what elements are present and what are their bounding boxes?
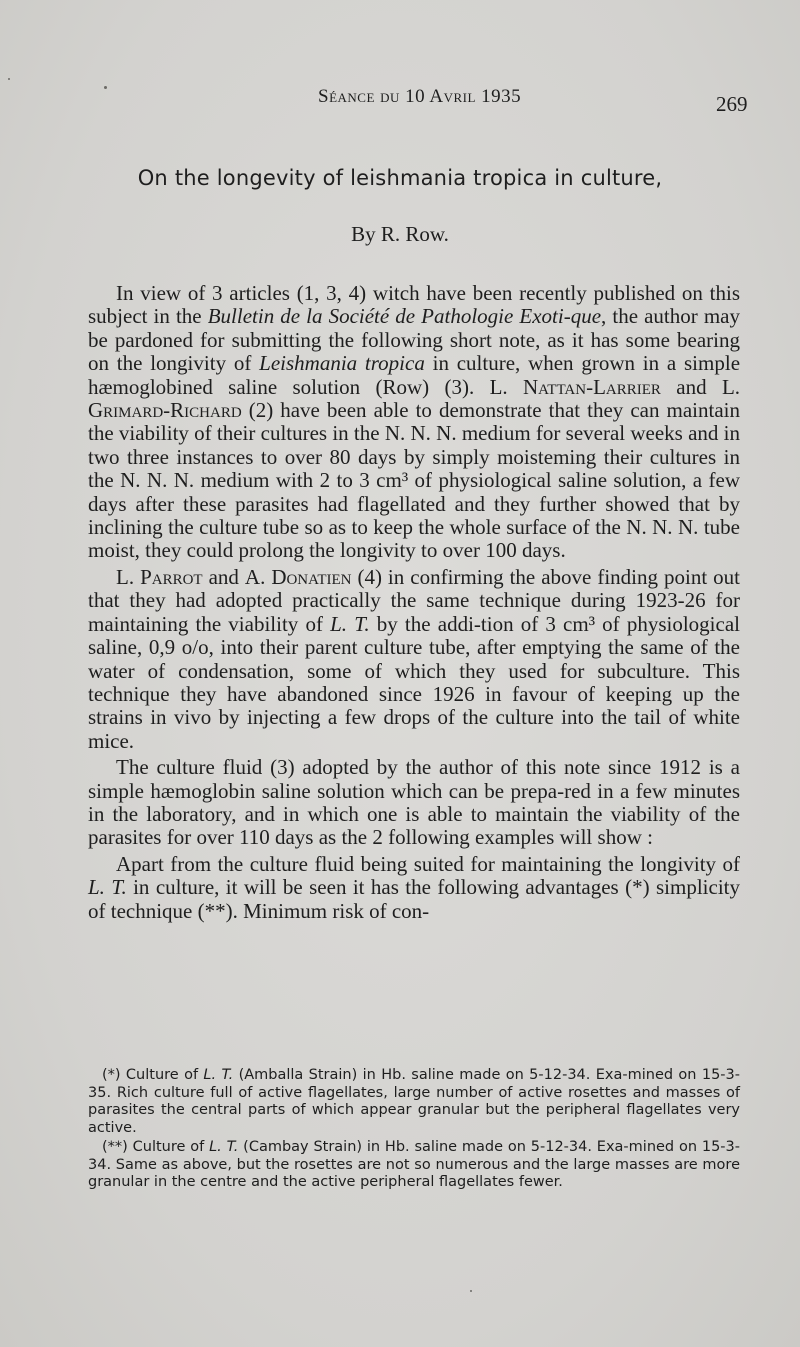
author-name: A. Donatien: [244, 564, 352, 589]
species-name: Leishmania tropica: [259, 351, 425, 376]
running-title: Séance du 10 Avril 1935: [318, 86, 522, 107]
scan-speck: [104, 86, 107, 89]
species-abbrev: L. T.: [209, 1139, 239, 1155]
p4-text-a: Apart from the culture fluid being suited for maintaining the longivity of: [116, 851, 740, 876]
f2-text-b: (Cambay Strain) in Hb. saline made on 5-12-34. Exa-mined on 15-3-34. Same as above, but the rosettes are not so numerous and the large masses are more granular in the centre and the active peripheral flagellates fewer.: [88, 1139, 740, 1190]
f1-text-b: (Amballa Strain) in Hb. saline made on 5-12-34. Exa-mined on 15-3-35. Rich culture full of active flagellates, large number of active rosettes and masses of parasites the central parts of which appear granular but the peripheral flagellates very active.: [88, 1067, 740, 1136]
paragraph-1: [88, 282, 740, 563]
p4-text-b: in culture, it will be seen it has the following advantages (*) simplicity of technique (**). Minimum risk of con-: [88, 875, 740, 923]
footnotes: [88, 1067, 740, 1194]
p1-text-b: , the author may be pardoned for submitting the following short note, as it has some bearing on the longivity of: [88, 304, 740, 376]
p1-text-a: In view of 3 articles (1, 3, 4) witch have been recently published on this subject in the: [88, 281, 740, 329]
paragraph-2: [88, 566, 740, 753]
author-name: L. Nattan-Larrier: [489, 374, 661, 399]
p1-text-e: (2) have been able to demonstrate that they can maintain the viability of their cultures in the N. N. N. medium for several weeks and in two three instances to over 80 days by simply moisteming their cultures in the N. N. N. medium with 2 to 3 cm³ of physiological saline solution, a few days after these parasites had flagellated and they further showed that by inclining the culture tube so as to keep the whole surface of the N. N. N. tube moist, they could prolong the longivity to over 100 days.: [88, 398, 740, 563]
p2-text-c: by the addi-tion of 3 cm³ of physiological saline, 0,9 o/o, into their parent culture tube, after emptying the same of the water of condensation, some of which they used for subculture. This technique they have abandoned since 1926 in favour of keeping up the strains in vivo by injecting a few drops of the culture into the tail of white mice.: [88, 611, 740, 753]
article-byline: By R. Row.: [351, 222, 449, 246]
p2-text-b: (4) in confirming the above finding point out that they had adopted practically the same technique during 1923-26 for maintaining the viability of: [88, 564, 740, 636]
species-abbrev: L. T.: [203, 1067, 234, 1083]
running-head: [0, 86, 800, 116]
article-title: On the longevity of leishmania tropica in culture,: [137, 166, 663, 190]
author-name: L. Grimard-Richard: [88, 374, 741, 423]
author-name: L. Parrot: [116, 564, 203, 589]
footnote-1: [88, 1067, 740, 1137]
species-abbrev: L. T.: [330, 611, 370, 636]
scan-speck: [8, 78, 10, 80]
journal-title: Bulletin de la Société de Pathologie Exoti-que: [207, 304, 602, 329]
species-abbrev: L. T.: [88, 875, 127, 900]
p1-text-d: and: [660, 374, 722, 399]
p1-text-c: in culture, when grown in a simple hæmoglobined saline solution (Row) (3).: [88, 351, 741, 399]
p3-text: The culture fluid (3) adopted by the author of this note since 1912 is a simple hæmoglobin saline solution which can be prepa-red in a few minutes in the laboratory, and in which one is able to maintain the viability of the parasites for over 110 days as the 2 following examples will show :: [88, 755, 740, 850]
footnote-2: [88, 1139, 740, 1192]
scan-speck: [470, 1290, 472, 1292]
f2-text-a: (**) Culture of: [102, 1139, 210, 1155]
page-number: 269: [716, 92, 748, 116]
paragraph-4: [88, 853, 740, 923]
f1-text-a: (*) Culture of: [102, 1067, 204, 1083]
paragraph-3: [88, 756, 740, 850]
article-body: [88, 282, 740, 923]
p2-text-a: and: [202, 564, 245, 589]
